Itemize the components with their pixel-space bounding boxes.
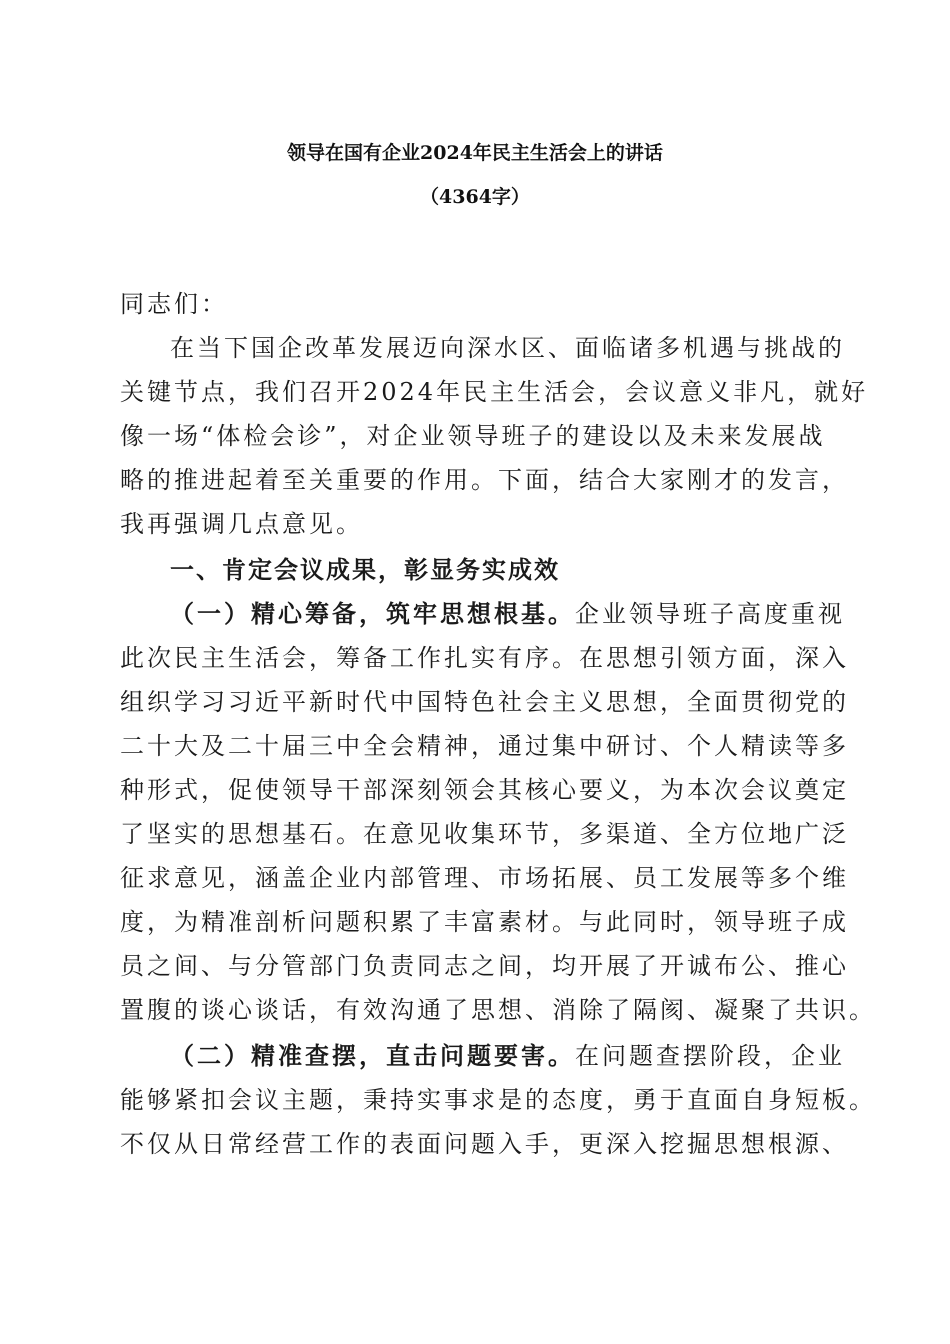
paragraph-line: 在当下国企改革发展迈向深水区、面临诸多机遇与挑战的 — [170, 334, 845, 362]
document-title: 领导在国有企业2024年民主生活会上的讲话 — [287, 142, 663, 164]
greeting: 同志们： — [120, 290, 228, 318]
paragraph-line: 像一场“体检会诊”，对企业领导班子的建设以及未来发展战 — [120, 422, 826, 450]
subsection-text: 企业领导班子高度重视 — [575, 600, 845, 628]
section-heading: 一、肯定会议成果，彰显务实成效 — [170, 556, 560, 584]
subsection-first-line — [170, 594, 845, 629]
paragraph-line: 不仅从日常经营工作的表面问题入手，更深入挖掘思想根源、 — [120, 1130, 849, 1158]
subsection-title: （二）精准查摆，直击问题要害。 — [170, 1042, 575, 1070]
paragraph-line: 置腹的谈心谈话，有效沟通了思想、消除了隔阂、凝聚了共识。 — [120, 996, 876, 1024]
paragraph-line: 了坚实的思想基石。在意见收集环节，多渠道、全方位地广泛 — [120, 820, 849, 848]
paragraph-line: 能够紧扣会议主题，秉持实事求是的态度，勇于直面自身短板。 — [120, 1086, 876, 1114]
paragraph-line: 组织学习习近平新时代中国特色社会主义思想，全面贯彻党的 — [120, 688, 849, 716]
paragraph-line: 略的推进起着至关重要的作用。下面，结合大家刚才的发言， — [120, 466, 849, 494]
paragraph-line: 关键节点，我们召开2024年民主生活会，会议意义非凡，就好 — [120, 378, 869, 406]
paragraph-line: 征求意见，涵盖企业内部管理、市场拓展、员工发展等多个维 — [120, 864, 849, 892]
paragraph-line: 度，为精准剖析问题积累了丰富素材。与此同时，领导班子成 — [120, 908, 849, 936]
paragraph-line: 员之间、与分管部门负责同志之间，均开展了开诚布公、推心 — [120, 952, 849, 980]
document-word-count: （4364字） — [420, 186, 530, 208]
paragraph-line: 此次民主生活会，筹备工作扎实有序。在思想引领方面，深入 — [120, 644, 849, 672]
paragraph-line: 二十大及二十届三中全会精神，通过集中研讨、个人精读等多 — [120, 732, 849, 760]
paragraph-line: 我再强调几点意见。 — [120, 510, 363, 538]
paragraph-line: 种形式，促使领导干部深刻领会其核心要义，为本次会议奠定 — [120, 776, 849, 804]
subsection-first-line — [170, 1036, 845, 1071]
subsection-title: （一）精心筹备，筑牢思想根基。 — [170, 600, 575, 628]
subsection-text: 在问题查摆阶段，企业 — [575, 1042, 845, 1070]
